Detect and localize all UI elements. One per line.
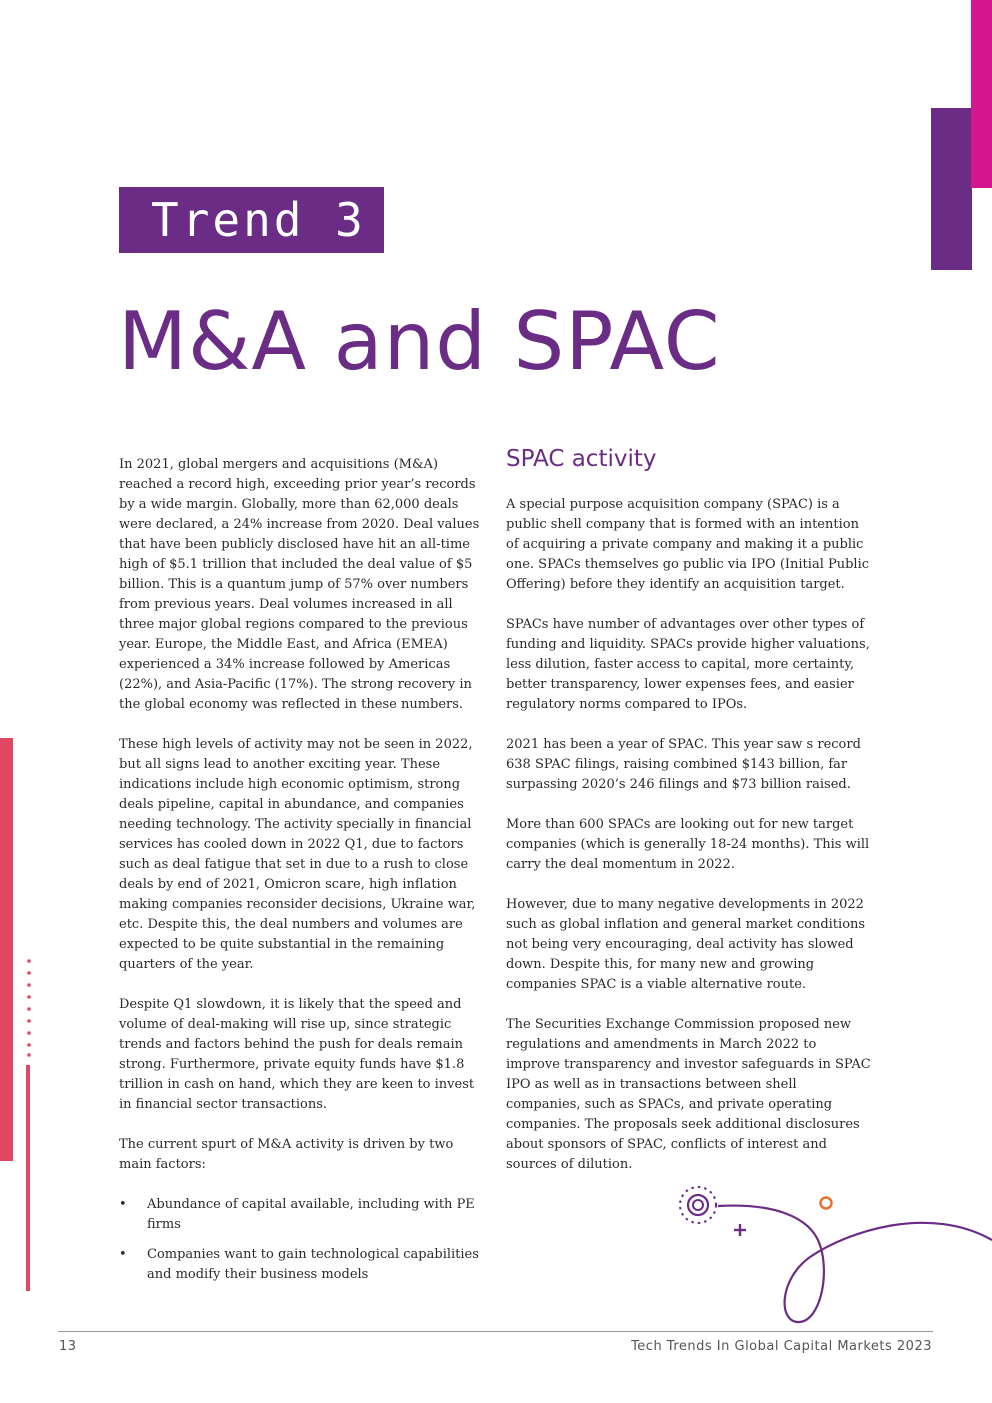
plus-icon (734, 1224, 746, 1236)
paragraph: The Securities Exchange Commission proposed new regulations and amendments in March 2022 to improve transparency and investor safeguards in SPAC IPO as well as in transactions between shell companies, such as SPACs, and private operating companies. The proposals seek additional disclosures about sponsors of SPAC, conflicts of interest and sources of dilution. (506, 1017, 871, 1172)
dotted-line-decoration (26, 958, 32, 1058)
paragraph: In 2021, global mergers and acquisitions (M&A) reached a record high, exceeding prior year’s records by a wide margin. Globally, more than 62,000 deals were declared, a 24% increase from 2020. Deal values that have been publicly disclosed have hit an all-time high of $5.1 trillion that included the deal value of $5 billion. This is a quantum jump of 57% over numbers from previous years. Deal volumes increased in all three major global regions compared to the previous year. Europe, the Middle East, and Africa (EMEA) experienced a 34% increase followed by Americas (22%), and Asia-Pacific (17%). The strong recovery in the global economy was reflected in these numbers. (119, 457, 480, 712)
trend-label: Trend 3 (119, 187, 384, 253)
section-heading-spac: SPAC activity (506, 446, 657, 472)
paragraph: SPACs have number of advantages over other types of funding and liquidity. SPACs provide higher valuations, less dilution, faster access to capital, more certainty, better transparency, lower expenses fees, and easier regulatory norms compared to IPOs. (506, 617, 870, 712)
page-title: M&A and SPAC (118, 295, 721, 388)
paragraph: 2021 has been a year of SPAC. This year saw s record 638 SPAC filings, raising combined $143 billion, far surpassing 2020’s 246 filings and $73 billion raised. (506, 737, 861, 792)
red-thin-side-bar (26, 1065, 30, 1291)
paragraph: However, due to many negative developments in 2022 such as global inflation and general market conditions not being very encouraging, deal activity has slowed down. Despite this, for many new and growing companies SPAC is a viable alternative route. (506, 897, 866, 992)
swirl-line (718, 1206, 992, 1323)
target-circle-icon (680, 1187, 716, 1223)
paragraph: Despite Q1 slowdown, it is likely that the speed and volume of deal-making will rise up, since strategic trends and factors behind the push for deals remain strong. Furthermore, private equity funds have $1.8 trillion in cash on hand, which they are keen to invest in financial sector transactions. (119, 997, 475, 1112)
list-item: • Companies want to gain technological capabilities and modify their business models (119, 1245, 487, 1285)
paragraph: More than 600 SPACs are looking out for new target companies (which is generally 18-24 months). This will carry the deal momentum in 2022. (506, 817, 870, 872)
magenta-accent-bar (971, 0, 992, 188)
list-item: • Abundance of capital available, including with PE firms (119, 1195, 487, 1235)
right-column (506, 495, 874, 1195)
paragraph: The current spurt of M&A activity is driven by two main factors: (119, 1137, 454, 1172)
footer-divider (58, 1331, 933, 1332)
factor-list (119, 1195, 487, 1285)
left-column (119, 455, 487, 1295)
red-side-bar (0, 738, 13, 1161)
paragraph: A special purpose acquisition company (SPAC) is a public shell company that is formed with an intention of acquiring a private company and making it a public one. SPACs themselves go public via IPO (Initial Public Offering) before they identify an acquisition target. (506, 497, 870, 592)
swirl-decoration (660, 1175, 992, 1325)
purple-accent-bar (931, 108, 972, 270)
paragraph: These high levels of activity may not be seen in 2022, but all signs lead to another exciting year. These indications include high economic optimism, strong deals pipeline, capital in abundance, and companies needing technology. The activity specially in financial services has cooled down in 2022 Q1, due to factors such as deal fatigue that set in due to a rush to close deals by end of 2021, Omicron scare, high inflation making companies reconsider decisions, Ukraine war, etc. Despite this, the deal numbers and volumes are expected to be quite substantial in the remaining quarters of the year. (119, 737, 476, 972)
publication-title: Tech Trends In Global Capital Markets 2023 (631, 1339, 932, 1354)
orange-ring-icon (821, 1198, 832, 1209)
page-number: 13 (59, 1339, 77, 1354)
